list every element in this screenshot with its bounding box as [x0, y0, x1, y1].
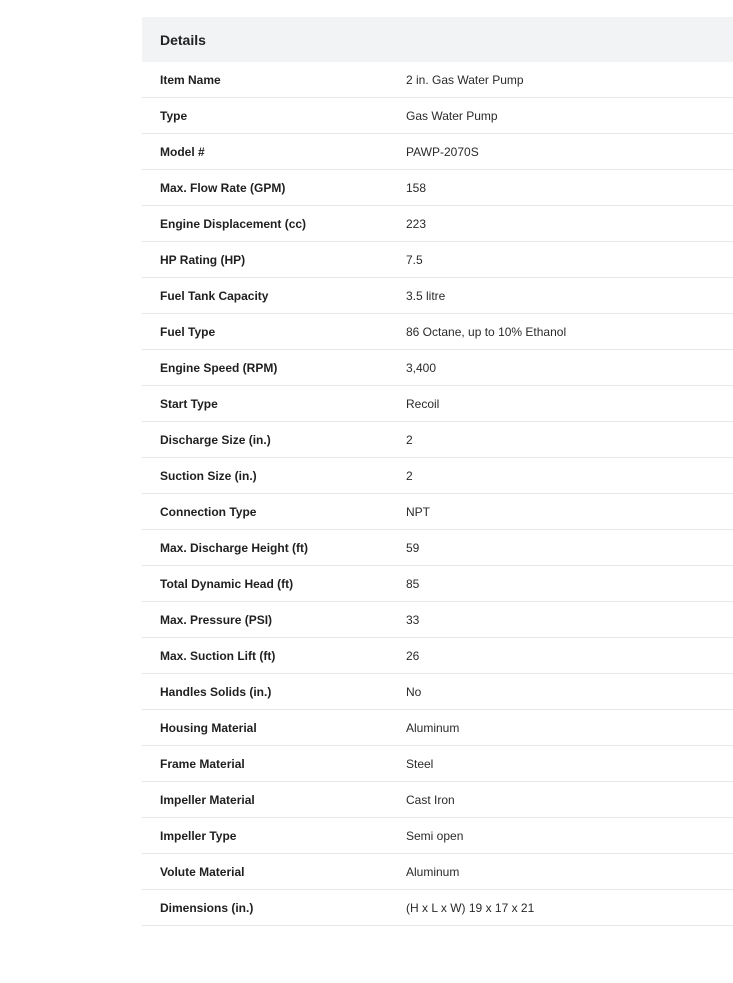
- spec-row: [142, 746, 733, 782]
- spec-label: Engine Displacement (cc): [160, 216, 307, 231]
- spec-label: Frame Material: [160, 756, 245, 771]
- spec-row: [142, 314, 733, 350]
- spec-value: 223: [406, 216, 427, 231]
- spec-row: [142, 170, 733, 206]
- spec-row: [142, 818, 733, 854]
- spec-row: [142, 494, 733, 530]
- spec-label: Item Name: [160, 72, 221, 87]
- spec-row: [142, 458, 733, 494]
- spec-value: 3.5 litre: [406, 288, 446, 303]
- spec-row: [142, 350, 733, 386]
- spec-row: [142, 278, 733, 314]
- spec-row: [142, 782, 733, 818]
- spec-value: NPT: [406, 504, 430, 519]
- spec-row: [142, 98, 733, 134]
- spec-label: Dimensions (in.): [160, 900, 254, 915]
- spec-value: 59: [406, 540, 420, 555]
- spec-label: Volute Material: [160, 864, 245, 879]
- spec-row: [142, 242, 733, 278]
- spec-value: (H x L x W) 19 x 17 x 21: [406, 900, 535, 915]
- spec-label: Max. Suction Lift (ft): [160, 648, 276, 663]
- spec-row: [142, 530, 733, 566]
- spec-value: 3,400: [406, 360, 437, 375]
- spec-value: 33: [406, 612, 420, 627]
- spec-label: Impeller Type: [160, 828, 237, 843]
- spec-label: Housing Material: [160, 720, 257, 735]
- details-table: [142, 17, 733, 926]
- spec-value: PAWP-2070S: [406, 144, 479, 159]
- spec-label: Connection Type: [160, 504, 257, 519]
- spec-label: Fuel Type: [160, 324, 216, 339]
- spec-value: 86 Octane, up to 10% Ethanol: [406, 324, 567, 339]
- spec-rows: [142, 62, 733, 926]
- spec-row: [142, 890, 733, 926]
- details-title: Details: [160, 31, 206, 48]
- spec-label: Total Dynamic Head (ft): [160, 576, 294, 591]
- spec-label: Fuel Tank Capacity: [160, 288, 269, 303]
- spec-value: 85: [406, 576, 420, 591]
- spec-value: 2: [406, 432, 413, 447]
- spec-value: 7.5: [406, 252, 423, 267]
- spec-value: 158: [406, 180, 427, 195]
- spec-label: Impeller Material: [160, 792, 255, 807]
- spec-value: 2 in. Gas Water Pump: [406, 72, 524, 87]
- spec-value: Gas Water Pump: [406, 108, 498, 123]
- spec-row: [142, 386, 733, 422]
- spec-row: [142, 710, 733, 746]
- spec-label: Suction Size (in.): [160, 468, 257, 483]
- spec-row: [142, 566, 733, 602]
- spec-label: Type: [160, 108, 188, 123]
- spec-label: HP Rating (HP): [160, 252, 246, 267]
- spec-value: No: [406, 684, 422, 699]
- spec-label: Model #: [160, 144, 205, 159]
- spec-value: Semi open: [406, 828, 464, 843]
- spec-label: Start Type: [160, 396, 218, 411]
- spec-value: 2: [406, 468, 413, 483]
- spec-label: Engine Speed (RPM): [160, 360, 278, 375]
- spec-row: [142, 674, 733, 710]
- spec-value: Recoil: [406, 396, 440, 411]
- spec-row: [142, 206, 733, 242]
- spec-row: [142, 602, 733, 638]
- spec-label: Max. Pressure (PSI): [160, 612, 273, 627]
- spec-value: 26: [406, 648, 420, 663]
- spec-label: Handles Solids (in.): [160, 684, 272, 699]
- spec-value: Steel: [406, 756, 434, 771]
- spec-row: [142, 62, 733, 98]
- spec-label: Max. Discharge Height (ft): [160, 540, 309, 555]
- spec-label: Discharge Size (in.): [160, 432, 271, 447]
- spec-label: Max. Flow Rate (GPM): [160, 180, 286, 195]
- spec-value: Aluminum: [406, 864, 460, 879]
- spec-row: [142, 134, 733, 170]
- details-header: [142, 17, 733, 62]
- spec-row: [142, 854, 733, 890]
- spec-row: [142, 638, 733, 674]
- spec-value: Cast Iron: [406, 792, 455, 807]
- spec-row: [142, 422, 733, 458]
- spec-value: Aluminum: [406, 720, 460, 735]
